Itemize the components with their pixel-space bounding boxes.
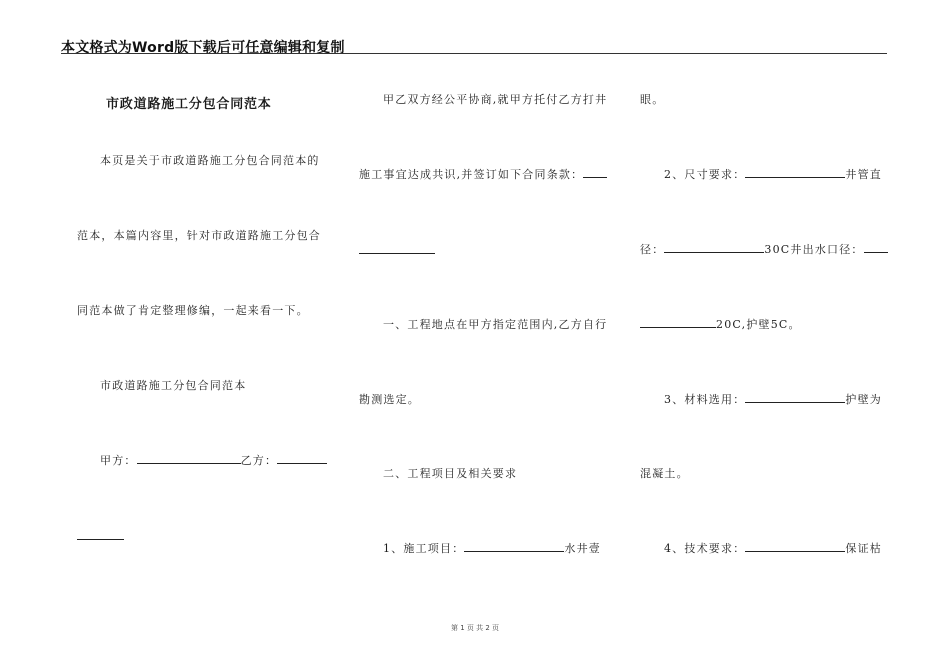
concrete-line: 混凝土。 bbox=[640, 467, 689, 480]
party-line bbox=[100, 454, 327, 468]
party-b-continuation-blank bbox=[77, 539, 124, 540]
size-requirement-tail: 井管直 bbox=[845, 168, 883, 181]
item-1-line-b: 勘测选定。 bbox=[359, 393, 420, 406]
item-2-heading: 二、工程项目及相关要求 bbox=[383, 467, 518, 480]
terms-continuation-blank bbox=[359, 253, 435, 254]
technical-requirement-tail: 保证枯 bbox=[845, 542, 883, 555]
item-1-line-a: 一、工程地点在甲方指定范围内,乙方自行 bbox=[383, 318, 608, 331]
party-b-label: 乙方： bbox=[240, 454, 278, 467]
agreement-line-1: 甲乙双方经公平协商,就甲方托付乙方打井 bbox=[383, 93, 608, 106]
wall-text: 20C,护壁5C。 bbox=[716, 318, 801, 331]
header-divider bbox=[61, 53, 887, 54]
outlet-diameter-blank bbox=[864, 243, 888, 253]
construction-item-label: 1、施工项目： bbox=[383, 542, 465, 555]
contract-subtitle: 市政道路施工分包合同范本 bbox=[100, 379, 247, 392]
party-b-blank bbox=[277, 454, 327, 464]
technical-requirement-blank bbox=[745, 542, 845, 552]
diameter-blank bbox=[664, 243, 764, 253]
wall-blank bbox=[640, 318, 716, 328]
construction-item-blank bbox=[464, 542, 564, 552]
intro-line-2: 范本，本篇内容里，针对市政道路施工分包合 bbox=[77, 229, 321, 242]
agreement-line-2-text: 施工事宜达成共识,并签订如下合同条款： bbox=[359, 168, 584, 181]
outlet-diameter-label: 30C井出水口径： bbox=[764, 243, 864, 256]
page-number: 第 1 页 共 2 页 bbox=[450, 624, 500, 632]
wall-line bbox=[640, 318, 801, 332]
terms-blank bbox=[583, 168, 607, 178]
party-a-label: 甲方： bbox=[100, 454, 137, 467]
construction-item-line bbox=[383, 542, 601, 556]
material-blank bbox=[745, 393, 845, 403]
diameter-line bbox=[640, 243, 888, 257]
col3-line-1: 眼。 bbox=[640, 93, 665, 106]
document-header: 本文格式为Word版下载后可任意编辑和复制 bbox=[61, 40, 345, 56]
construction-item-tail: 水井壹 bbox=[564, 542, 602, 555]
technical-requirement-line bbox=[664, 542, 882, 556]
material-tail: 护壁为 bbox=[845, 393, 883, 406]
agreement-line-2 bbox=[359, 168, 607, 182]
document-title: 市政道路施工分包合同范本 bbox=[106, 97, 272, 112]
size-requirement-label: 2、尺寸要求： bbox=[664, 168, 746, 181]
intro-line-3: 同范本做了肯定整理修编，一起来看一下。 bbox=[77, 304, 309, 317]
intro-line-1: 本页是关于市政道路施工分包合同范本的 bbox=[100, 154, 320, 167]
size-requirement-blank bbox=[745, 168, 845, 178]
material-label: 3、材料选用： bbox=[664, 393, 746, 406]
party-a-blank bbox=[137, 454, 241, 464]
material-line bbox=[664, 393, 882, 407]
technical-requirement-label: 4、技术要求： bbox=[664, 542, 746, 555]
diameter-label: 径： bbox=[640, 243, 665, 256]
size-requirement-line bbox=[664, 168, 882, 182]
